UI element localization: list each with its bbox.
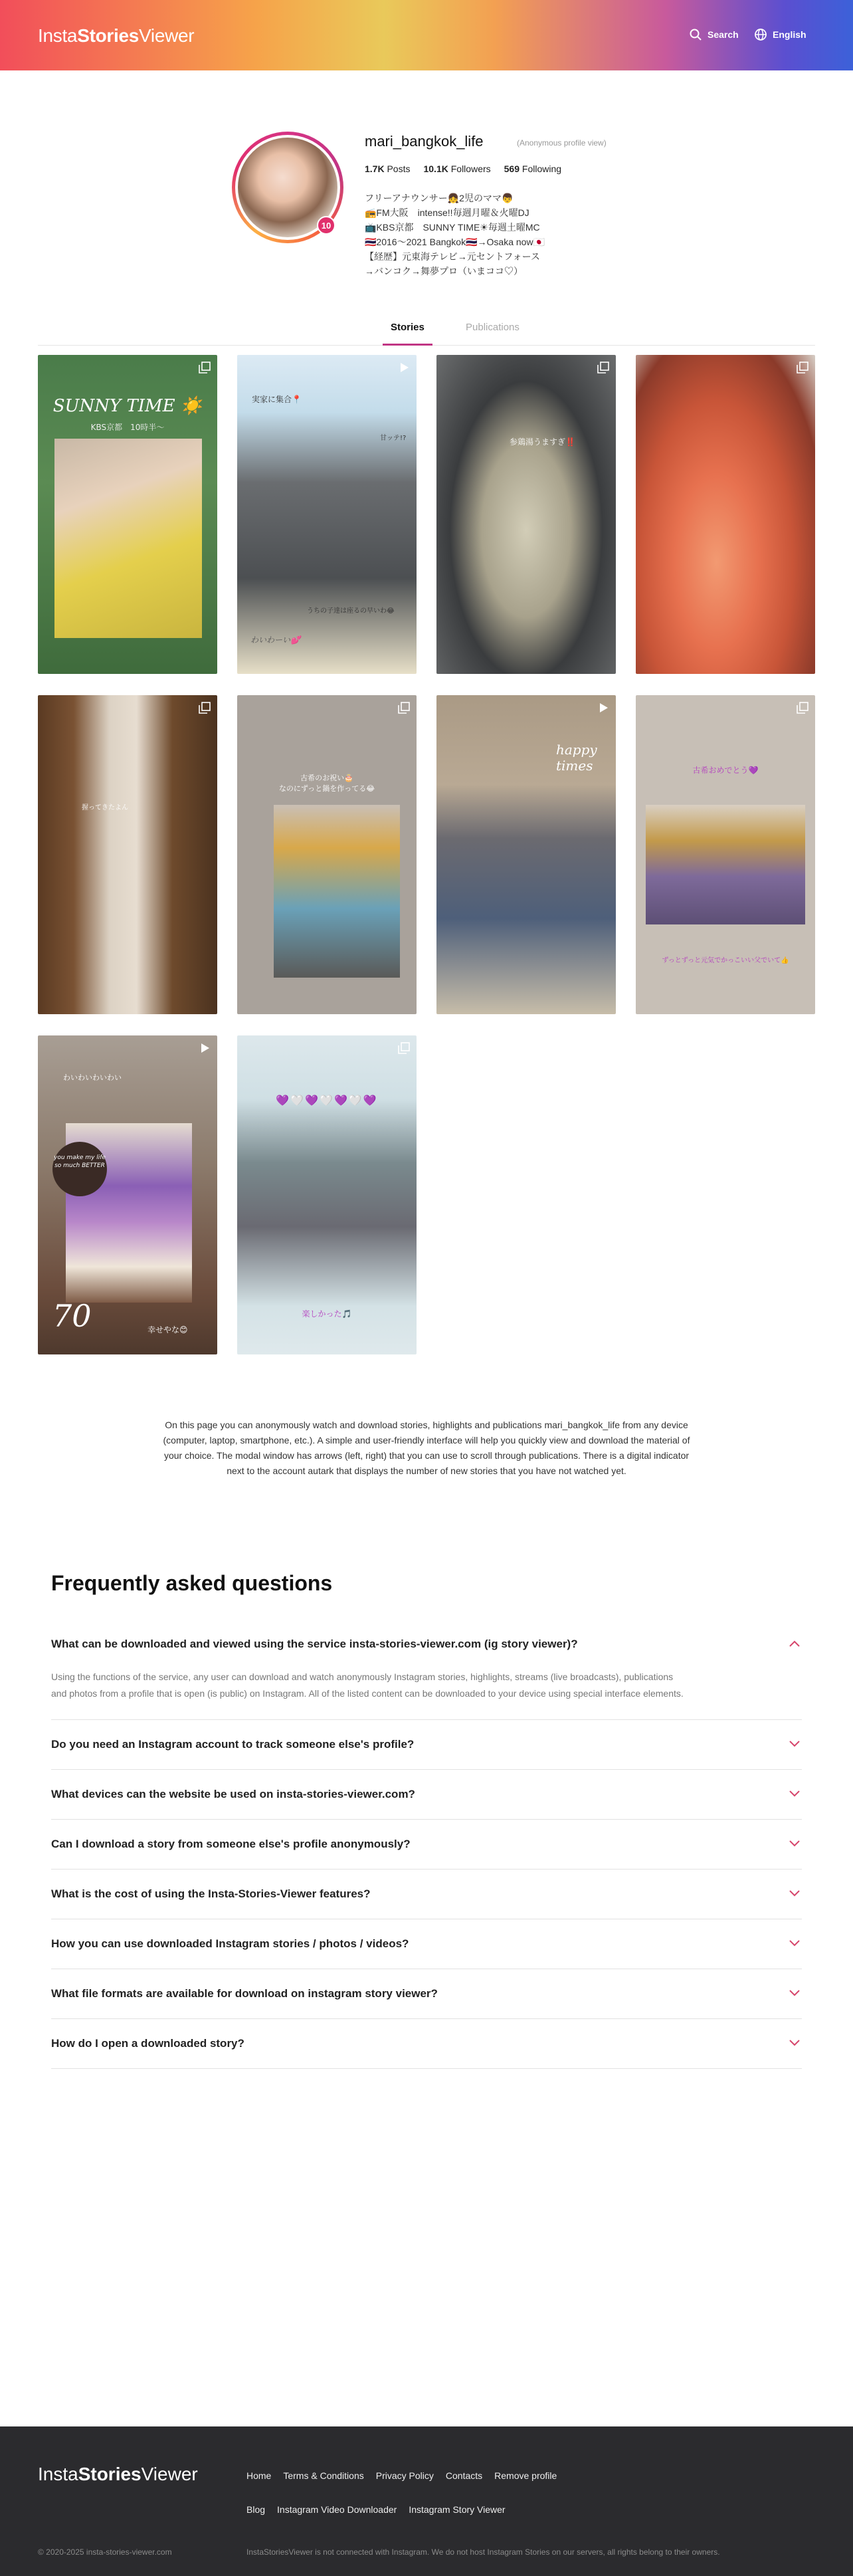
footer-links-secondary <box>246 2504 506 2515</box>
story-caption: 楽しかった🎵 <box>302 1309 352 1319</box>
chevron-down-icon[interactable] <box>789 1989 801 1997</box>
multi-media-icon <box>398 702 410 714</box>
chevron-down-icon[interactable] <box>789 1889 801 1897</box>
footer-logo[interactable]: InstaStoriesViewer <box>38 2464 198 2484</box>
story-card[interactable] <box>38 695 217 1014</box>
faq-item[interactable] <box>51 1969 802 2019</box>
video-play-icon <box>597 702 609 714</box>
faq-question[interactable]: Can I download a story from someone else's profile anonymously? <box>51 1838 411 1850</box>
chevron-up-icon[interactable] <box>789 1640 801 1648</box>
new-stories-badge: 10 <box>317 216 335 235</box>
story-photo <box>274 805 400 978</box>
search-label: Search <box>708 29 739 40</box>
footer-disclaimer: InstaStoriesViewer is not connected with Instagram. We do not host Instagram Stories on our servers, all rights belong to their owners. <box>246 2547 720 2557</box>
tab-stories[interactable]: Stories <box>383 322 432 346</box>
profile-username: mari_bangkok_life <box>365 133 484 150</box>
footer-copyright: © 2020-2025 insta-stories-viewer.com <box>38 2547 172 2557</box>
footer-link-terms[interactable]: Terms & Conditions <box>283 2470 364 2481</box>
faq-item[interactable] <box>51 1820 802 1870</box>
faq-question[interactable]: What is the cost of using the Insta-Stories-Viewer features? <box>51 1887 371 1900</box>
faq-question[interactable]: How do I open a downloaded story? <box>51 2037 244 2050</box>
faq-title: Frequently asked questions <box>51 1571 333 1595</box>
search-button[interactable] <box>689 28 739 41</box>
story-caption: KBS京都 10時半〜 <box>90 423 165 432</box>
story-caption: 参鶏湯うますぎ‼️ <box>510 437 575 447</box>
profile-bio: フリーアナウンサー👧2児のママ👦 📻FM大阪 intense!!毎週月曜＆火曜DJ 📺KBS京都 SUNNY TIME☀毎週土曜MC 🇹🇭2016〜2021 Bangkok🇹🇭→Osaka now🇯🇵 【経歴】元東海テレビ→元セントフォース →バンコク→舞夢プロ（いまココ♡） <box>365 193 545 276</box>
story-photo <box>54 439 202 638</box>
story-card[interactable] <box>237 355 417 674</box>
footer-link-story-viewer[interactable]: Instagram Story Viewer <box>409 2504 506 2515</box>
story-card[interactable] <box>436 355 616 674</box>
faq-item[interactable] <box>51 2019 802 2069</box>
faq-item[interactable] <box>51 1720 802 1770</box>
story-caption: 実家に集合📍 <box>252 395 302 404</box>
video-play-icon <box>398 362 410 374</box>
story-caption: うちの子達は座るの早いわ😂 <box>307 607 395 615</box>
globe-icon <box>754 28 767 41</box>
chevron-down-icon[interactable] <box>789 1790 801 1798</box>
multi-media-icon <box>597 362 609 374</box>
logo-bold: Stories <box>77 25 140 46</box>
search-icon <box>689 28 702 41</box>
story-card[interactable] <box>237 1035 417 1354</box>
chevron-down-icon[interactable] <box>789 1840 801 1848</box>
faq-item[interactable] <box>51 1620 802 1720</box>
multi-media-icon <box>797 362 808 374</box>
story-caption: you make my life so much BETTER <box>52 1142 107 1196</box>
chevron-down-icon[interactable] <box>789 2039 801 2047</box>
footer-link-home[interactable]: Home <box>246 2470 272 2481</box>
story-card[interactable] <box>38 355 217 674</box>
faq-question[interactable]: What devices can the website be used on insta-stories-viewer.com? <box>51 1788 415 1800</box>
footer-link-contacts[interactable]: Contacts <box>445 2470 483 2481</box>
story-caption: ずっとずっと元気でかっこいい父でいて👍 <box>662 957 789 964</box>
site-logo[interactable] <box>38 25 194 47</box>
story-caption: 幸せやな😊 <box>147 1325 188 1335</box>
faq-item[interactable] <box>51 1919 802 1969</box>
page-description: On this page you can anonymously watch and download stories, highlights and publications mari_bangkok_life from any device (computer, laptop, smartphone, etc.). A simple and user-friendly interface will help you quickly view and download the material of your choice. The modal window has arrows (left, right) that you can use to scroll through publications. There is a digital indicator next to the account autark that displays the number of new stories that you have not watched yet. <box>163 1420 690 1476</box>
faq-question[interactable]: Do you need an Instagram account to track someone else's profile? <box>51 1738 415 1751</box>
story-card[interactable] <box>636 355 815 674</box>
multi-media-icon <box>199 702 211 714</box>
footer-link-video-downloader[interactable]: Instagram Video Downloader <box>277 2504 397 2515</box>
stat-following: 569 Following <box>504 163 562 174</box>
faq-question[interactable]: What file formats are available for download on instagram story viewer? <box>51 1987 438 2000</box>
story-photo <box>646 805 805 924</box>
faq-question[interactable]: What can be downloaded and viewed using the service insta-stories-viewer.com (ig story viewer)? <box>51 1638 578 1650</box>
story-card[interactable] <box>38 1035 217 1354</box>
story-caption: 古希のお祝い🎂 なのにずっと鍋を作ってる😂 <box>278 774 375 793</box>
stat-posts: 1.7K Posts <box>365 163 411 174</box>
anonymous-note: (Anonymous profile view) <box>517 138 607 148</box>
story-caption: わいわーい💕 <box>250 635 300 645</box>
chevron-down-icon[interactable] <box>789 1740 801 1748</box>
faq-item[interactable] <box>51 1870 802 1919</box>
story-caption: SUNNY TIME ☀️ <box>52 396 203 416</box>
footer-links-primary <box>246 2470 557 2481</box>
profile-stats <box>365 163 561 174</box>
story-caption: happy times <box>556 742 597 774</box>
story-caption: 握ってきたよん <box>82 804 128 811</box>
story-card[interactable] <box>436 695 616 1014</box>
story-caption: 70 <box>52 1298 92 1334</box>
chevron-down-icon[interactable] <box>789 1939 801 1947</box>
site-header <box>0 0 853 70</box>
footer-link-privacy[interactable]: Privacy Policy <box>375 2470 434 2481</box>
content-tabs <box>38 318 815 346</box>
faq-list <box>51 1620 802 2069</box>
tab-publications[interactable]: Publications <box>466 322 520 333</box>
story-card[interactable] <box>237 695 417 1014</box>
story-caption: 古希おめでとう💜 <box>692 766 759 775</box>
story-caption: わいわいわいわい <box>63 1073 122 1082</box>
language-button[interactable] <box>754 28 806 41</box>
faq-question[interactable]: How you can use downloaded Instagram stories / photos / videos? <box>51 1937 409 1950</box>
faq-item[interactable] <box>51 1770 802 1820</box>
video-play-icon <box>199 1042 211 1054</box>
footer-link-blog[interactable]: Blog <box>246 2504 266 2515</box>
multi-media-icon <box>199 362 211 374</box>
stat-followers: 10.1K Followers <box>423 163 491 174</box>
multi-media-icon <box>797 702 808 714</box>
faq-answer: Using the functions of the service, any user can download and watch anonymously Instagram stories, highlights, streams (live broadcasts), publications and photos from a profile that is open (is public) on Instagram. All of the listed content can be downloaded to your device using special interface elements. <box>51 1671 684 1699</box>
logo-prefix: Insta <box>38 25 78 46</box>
language-label: English <box>773 29 806 40</box>
logo-suffix: Viewer <box>139 25 195 46</box>
site-footer <box>0 2426 853 2576</box>
footer-link-remove-profile[interactable]: Remove profile <box>494 2470 557 2481</box>
multi-media-icon <box>398 1042 410 1054</box>
story-caption: 💜🤍💜🤍💜🤍💜 <box>276 1094 378 1107</box>
story-caption: 甘ッテ!? <box>380 435 407 442</box>
story-card[interactable] <box>636 695 815 1014</box>
